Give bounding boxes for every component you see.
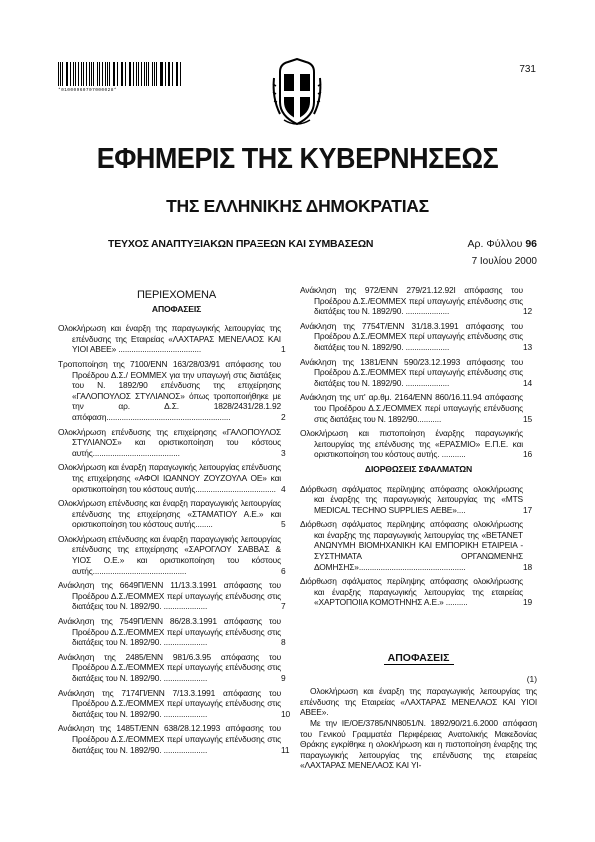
barcode-bar [83,62,84,86]
toc-item: Ανάκληση της 1381/ΕΝΝ 590/23.12.1993 απόφασης του Προέδρου Δ.Σ./ΕΟΜΜΕΧ περί υπαγωγής επένδυσης στις διατάξεις του Ν. 1892/90. .................... 14 [300,356,533,388]
toc-item: Ανάκληση της 7549Π/ΕΝΝ 86/28.3.1991 απόφασης του Προέδρου Δ.Σ./ΕΟΜΜΕΧ περί υπαγωγής επένδυσης στις διατάξεις του Ν. 1892/90. .................... 8 [58,616,286,648]
barcode-bar [152,62,153,86]
toc-item-text: Ανάκληση της 1485Τ/ΕΝΝ 638/28.12.1993 απόφασης του Προέδρου Δ.Σ./ΕΟΜΜΕΧ περί υπαγωγής επένδυσης στις διατάξεις του Ν. 1892/90. .................... [58,723,281,755]
barcode-text: *01000960707000028* [58,88,117,93]
toc-item: Ολοκλήρωση και έναρξη παραγωγικής λειτουργίας επένδυσης της επιχείρησης «ΑΦΟΙ ΙΩΑΝΝΟΥ ΖΟΥΖΟΥΛΑ ΟΕ» και οριστικοποίηση του κόστους αυτής..................................... 4 [58,462,286,494]
toc-item-text: Ανάκληση της 1381/ΕΝΝ 590/23.12.1993 απόφασης του Προέδρου Δ.Σ./ΕΟΜΜΕΧ περί υπαγωγής επένδυσης στις διατάξεις του Ν. 1892/90. .................... [300,356,523,388]
toc-item-text: Ανάκληση της 6649Π/ΕΝΝ 11/13.3.1991 απόφασης του Προέδρου Δ.Σ./ΕΟΜΜΕΧ περί υπαγωγής επένδυσης στις διατάξεις του Ν. 1892/90. .................... [58,580,281,612]
barcode-bar [113,62,114,86]
barcode-bar [138,62,139,86]
toc-item-text: Ανάκληση της 7549Π/ΕΝΝ 86/28.3.1991 απόφασης του Προέδρου Δ.Σ./ΕΟΜΜΕΧ περί υπαγωγής επένδυσης στις διατάξεις του Ν. 1892/90. .................... [58,616,281,648]
toc-item-text: Ολοκλήρωση και πιστοποίηση έναρξης παραγωγικής λειτουργίας της επένδυσης της «ΕΡΑΣΜΙΟ» Ε.Π.Ε. και οριστικοποίηση του κόστους αυτής. ........... [300,428,523,460]
toc-item: Ανάκληση της 7174Π/ΕΝΝ 7/13.3.1991 απόφασης του Προέδρου Δ.Σ./ΕΟΜΜΕΧ περί υπαγωγής επένδυσης στις διατάξεις του Ν. 1892/90. .................... 10 [58,687,291,719]
decision-title: Ολοκλήρωση και έναρξη της παραγωγικής λειτουργίας της επένδυσης της Εταιρείας «ΛΑΧΤΑΡΑΣ ΜΕΝΕΛΑΟΣ ΚΑΙ ΥΙΟΙ ΑΒΕΕ». [300,686,537,718]
gazette-subtitle: ΤΗΣ ΕΛΛΗΝΙΚΗΣ ΔΗΜΟΚΡΑΤΙΑΣ [166,196,429,216]
decision-body: Με την ΙΕ/ΟΕ/3785/ΝΝ8051/Ν. 1892/90/21.6.2000 απόφαση του Γενικού Γραμματέα Περιφέρειας Ανατολικής Μακεδονίας Θράκης εγκρίθηκε η ολοκλήρωση και η πιστοποίηση έναρξης της παραγωγικής λειτουργίας της επένδυσης της εταιρείας «ΛΑΧΤΑΡΑΣ ΜΕΝΕΛΑΟΣ ΚΑΙ ΥΙ- [300,718,537,771]
barcode-bar [130,62,131,86]
barcode-bar [161,62,162,86]
barcode-bar [177,62,178,86]
toc-item: Διόρθωση σφάλματος περίληψης απόφασης ολοκλήρωσης και έναρξης της παραγωγικής λειτουργίας της «MTS MEDICAL TECHNO SUPPLIES ΑΕΒΕ».... 17 [300,483,533,515]
toc-item: Ανάκληση της 2485/ΕΝΝ 981/6.3.95 απόφασης του Προέδρου Δ.Σ./ΕΟΜΜΕΧ περί υπαγωγής επένδυσης στις διατάξεις του Ν. 1892/90. .................... 9 [58,651,286,683]
toc-item: Ολοκλήρωση και έναρξη της παραγωγικής λειτουργίας της επένδυσης της Εταιρείας «ΛΑΧΤΑΡΑΣ ΜΕΝΕΛΑΟΣ ΚΑΙ ΥΙΟΙ ΑΒΕΕ» ...................................... 1 [58,323,286,355]
toc-left-column [58,290,295,759]
decisions-heading: ΑΠΟΦΑΣΕΙΣ [387,652,450,664]
barcode-bar [66,62,67,86]
issue-date: 7 Ιουλίου 2000 [471,256,537,267]
barcode-bar [81,62,82,86]
toc-item: Διόρθωση σφάλματος περίληψης απόφασης ολοκλήρωσης και έναρξης της παραγωγικής λειτουργίας της «ΒΕΤΑΝΕΤ ΑΝΩΝΥΜΗ ΒΙΟΜΗΧΑΝΙΚΗ ΚΑΙ ΕΜΠΟΡΙΚΗ ΕΤΑΙΡΕΙΑ - ΣΥΣΤΗΜΑΤΑ ΟΡΓΑΝΩΜΕΝΗΣ ΔΟΜΗΣΗΣ»................................................. 18 [300,519,533,572]
toc-section-decisions: ΑΠΟΦΑΣΕΙΣ [151,303,202,314]
toc-item-text: Ανάκληση της 7174Π/ΕΝΝ 7/13.3.1991 απόφασης του Προέδρου Δ.Σ./ΕΟΜΜΕΧ περί υπαγωγής επένδυσης στις διατάξεις του Ν. 1892/90. .................... [58,687,281,719]
barcode-bar [97,62,98,86]
toc-corrections-list [300,484,537,609]
barcode-bar [169,62,170,86]
toc-item-text: Ολοκλήρωση επένδυσης και έναρξη παραγωγικής λειτουργίας επένδυσης της επιχείρησης «ΣΤΑΜΑΤΙΟΥ Α.Ε.» και οριστικοποίηση του κόστους αυτής........ [58,498,281,530]
barcode-bar [73,62,74,86]
barcode-bar [144,62,145,86]
toc-item: Ολοκλήρωση επένδυσης και έναρξη παραγωγικής λειτουργίας επένδυσης της επιχείρησης «ΣΑΡΟΓΛΟΥ ΣΑΒΒΑΣ & ΥΙΟΣ Ο.Ε.» και οριστικοποίηση του κόστους αυτής........................................... 6 [58,533,286,576]
toc-item-text: Ολοκλήρωση και έναρξη παραγωγικής λειτουργίας επένδυσης της επιχείρησης «ΑΦΟΙ ΙΩΑΝΝΟΥ ΖΟΥΖΟΥΛΑ ΟΕ» και οριστικοποίηση του κόστους αυτής..................................... [58,462,281,494]
toc-item: Ανάκληση της 1485Τ/ΕΝΝ 638/28.12.1993 απόφασης του Προέδρου Δ.Σ./ΕΟΜΜΕΧ περί υπαγωγής επένδυσης στις διατάξεις του Ν. 1892/90. .................... 11 [58,723,290,755]
toc-item: Διόρθωση σφάλματος περίληψης απόφασης ολοκλήρωσης και έναρξης παραγωγικής λειτουργίας της εταιρείας «ΧΑΡΤΟΠΟΙΙΑ ΚΟΜΟΤΗΝΗΣ Α.Ε.» .......... 19 [300,576,533,608]
toc-right-list [300,285,537,460]
issue-type: ΤΕΥΧΟΣ ΑΝΑΠΤΥΞΙΑΚΩΝ ΠΡΑΞΕΩΝ ΚΑΙ ΣΥΜΒΑΣΕΩΝ [108,238,374,250]
sheet-number [468,238,537,250]
sheet-label: Αρ. Φύλλου [467,238,523,250]
toc-heading: ΠΕΡΙΕΧΟΜΕΝΑ [136,289,217,301]
toc-item-text: Ολοκλήρωση επένδυσης της επιχείρησης «ΓΑΛΟΠΟΥΛΟΣ ΣΤΥΛΙΑΝΟΣ» και οριστικοποίηση του κόστους αυτής........................................ [58,426,281,458]
toc-item: Ολοκλήρωση επένδυσης και έναρξη παραγωγικής λειτουργίας επένδυσης της επιχείρησης «ΣΤΑΜΑΤΙΟΥ Α.Ε.» και οριστικοποίηση του κόστους αυτής........ 5 [58,498,286,530]
toc-item: Ολοκλήρωση επένδυσης της επιχείρησης «ΓΑΛΟΠΟΥΛΟΣ ΣΤΥΛΙΑΝΟΣ» και οριστικοποίηση του κόστους αυτής........................................ 3 [58,426,286,458]
toc-item-text: Ανάκληση της 7754Τ/ΕΝΝ 31/18.3.1991 απόφασης του Προέδρου Δ.Σ./ΕΟΜΜΕΧ περί υπαγωγής επένδυσης στις διατάξεις του Ν. 1892/90. .................... [300,320,523,352]
toc-right-column [300,285,537,612]
greek-coat-of-arms-icon [270,58,324,128]
toc-left-list [58,323,295,755]
barcode-bar [58,62,59,86]
toc-item-text: Ολοκλήρωση και έναρξη της παραγωγικής λειτουργίας της επένδυσης της Εταιρείας «ΛΑΧΤΑΡΑΣ ΜΕΝΕΛΑΟΣ ΚΑΙ ΥΙΟΙ ΑΒΕΕ» ...................................... [58,323,281,355]
barcode-bar [160,62,161,86]
toc-item-text: Ολοκλήρωση επένδυσης και έναρξη παραγωγικής λειτουργίας επένδυσης της επιχείρησης «ΣΑΡΟΓΛΟΥ ΣΑΒΒΑΣ & ΥΙΟΣ Ο.Ε.» και οριστικοποίηση του κόστους αυτής........................................... [58,533,281,576]
toc-item: Ανάκληση της 6649Π/ΕΝΝ 11/13.3.1991 απόφασης του Προέδρου Δ.Σ./ΕΟΜΜΕΧ περί υπαγωγής επένδυσης στις διατάξεις του Ν. 1892/90. .................... 7 [58,580,286,612]
gazette-title: ΕΦΗΜΕΡΙΣ ΤΗΣ ΚΥΒΕΡΝΗΣΕΩΣ [96,143,499,175]
barcode-bar [125,62,126,86]
toc-item: Ολοκλήρωση και πιστοποίηση έναρξης παραγωγικής λειτουργίας της επένδυσης της «ΕΡΑΣΜΙΟ» Ε.Π.Ε. και οριστικοποίηση του κόστους αυτής. ........... 16 [300,428,533,460]
toc-section-corrections: ΔΙΟΡΘΩΣΕΙΣ ΣΦΑΛΜΑΤΩΝ [364,463,473,474]
toc-item-text: Ανάκληση της υπ' αρ.θμ. 2164/ΕΝΝ 860/16.11.94 απόφασης του Προέδρου Δ.Σ./ΕΟΜΜΕΧ περί υπαγωγής επένδυσης στις διατάξεις του Ν. 1892/90........... [300,392,523,424]
decision-number: (1) [526,674,537,684]
barcode-bar [105,62,106,86]
barcode-bars [58,62,183,86]
toc-item: Ανάκληση της υπ' αρ.θμ. 2164/ΕΝΝ 860/16.11.94 απόφασης του Προέδρου Δ.Σ./ΕΟΜΜΕΧ περί υπαγωγής επένδυσης στις διατάξεις του Ν. 1892/90........... 15 [300,392,533,424]
toc-item: Ανάκληση της 7754Τ/ΕΝΝ 31/18.3.1991 απόφασης του Προέδρου Δ.Σ./ΕΟΜΜΕΧ περί υπαγωγής επένδυσης στις διατάξεις του Ν. 1892/90. .................... 13 [300,320,533,352]
barcode-bar [117,62,118,86]
decisions-heading-rule [384,664,454,665]
toc-item: Τροποποίηση της 7100/ΕΝΝ 163/28/03/91 απόφασης του Προέδρου Δ.Σ./ ΕΟΜΜΕΧ για την υπαγωγή στις διατάξεις του Ν. 1892/90 επένδυσης της επιχείρησης «ΓΑΛΟΠΟΥΛΟΣ ΣΤΥΛΙΑΝΟΣ» όπως τροποποιήθηκε με την αρ. Δ.Σ. 1828/2431/28.1.92 απόφαση......................................................... 2 [58,358,286,422]
barcode-bar [93,62,94,86]
toc-item-text: Διόρθωση σφάλματος περίληψης απόφασης ολοκλήρωσης και έναρξης της παραγωγικής λειτουργίας της «MTS MEDICAL TECHNO SUPPLIES ΑΕΒΕ».... [300,483,523,515]
page-number: 731 [519,64,536,75]
toc-item-text: Διόρθωση σφάλματος περίληψης απόφασης ολοκλήρωσης και έναρξης της παραγωγικής λειτουργίας της «ΒΕΤΑΝΕΤ ΑΝΩΝΥΜΗ ΒΙΟΜΗΧΑΝΙΚΗ ΚΑΙ ΕΜΠΟΡΙΚΗ ΕΤΑΙΡΕΙΑ - ΣΥΣΤΗΜΑΤΑ ΟΡΓΑΝΩΜΕΝΗΣ ΔΟΜΗΣΗΣ»................................................. [300,519,523,572]
toc-item-text: Διόρθωση σφάλματος περίληψης απόφασης ολοκλήρωσης και έναρξης παραγωγικής λειτουργίας της εταιρείας «ΧΑΡΤΟΠΟΙΙΑ ΚΟΜΟΤΗΝΗΣ Α.Ε.» .......... [300,576,523,608]
barcode [58,62,183,96]
toc-item-text: Τροποποίηση της 7100/ΕΝΝ 163/28/03/91 απόφασης του Προέδρου Δ.Σ./ ΕΟΜΜΕΧ για την υπαγωγή στις διατάξεις του Ν. 1892/90 επένδυσης της επιχείρησης «ΓΑΛΟΠΟΥΛΟΣ ΣΤΥΛΙΑΝΟΣ» όπως τροποποιήθηκε με την αρ. Δ.Σ. 1828/2431/28.1.92 απόφαση......................................................... [58,358,281,422]
sheet-number-value: 96 [525,238,537,250]
toc-item-text: Ανάκληση της 2485/ΕΝΝ 981/6.3.95 απόφασης του Προέδρου Δ.Σ./ΕΟΜΜΕΧ περί υπαγωγής επένδυσης στις διατάξεις του Ν. 1892/90. .................... [58,651,281,683]
toc-item-text: Ανάκληση της 972/ΕΝΝ 279/21.12.92Ι απόφασης του Προέδρου Δ.Σ./ΕΟΜΜΕΧ περί υπαγωγής επένδυσης στις διατάξεις του Ν. 1892/90. .................... [300,285,523,317]
toc-item: Ανάκληση της 972/ΕΝΝ 279/21.12.92Ι απόφασης του Προέδρου Δ.Σ./ΕΟΜΜΕΧ περί υπαγωγής επένδυσης στις διατάξεις του Ν. 1892/90. .................... 12 [300,285,533,317]
